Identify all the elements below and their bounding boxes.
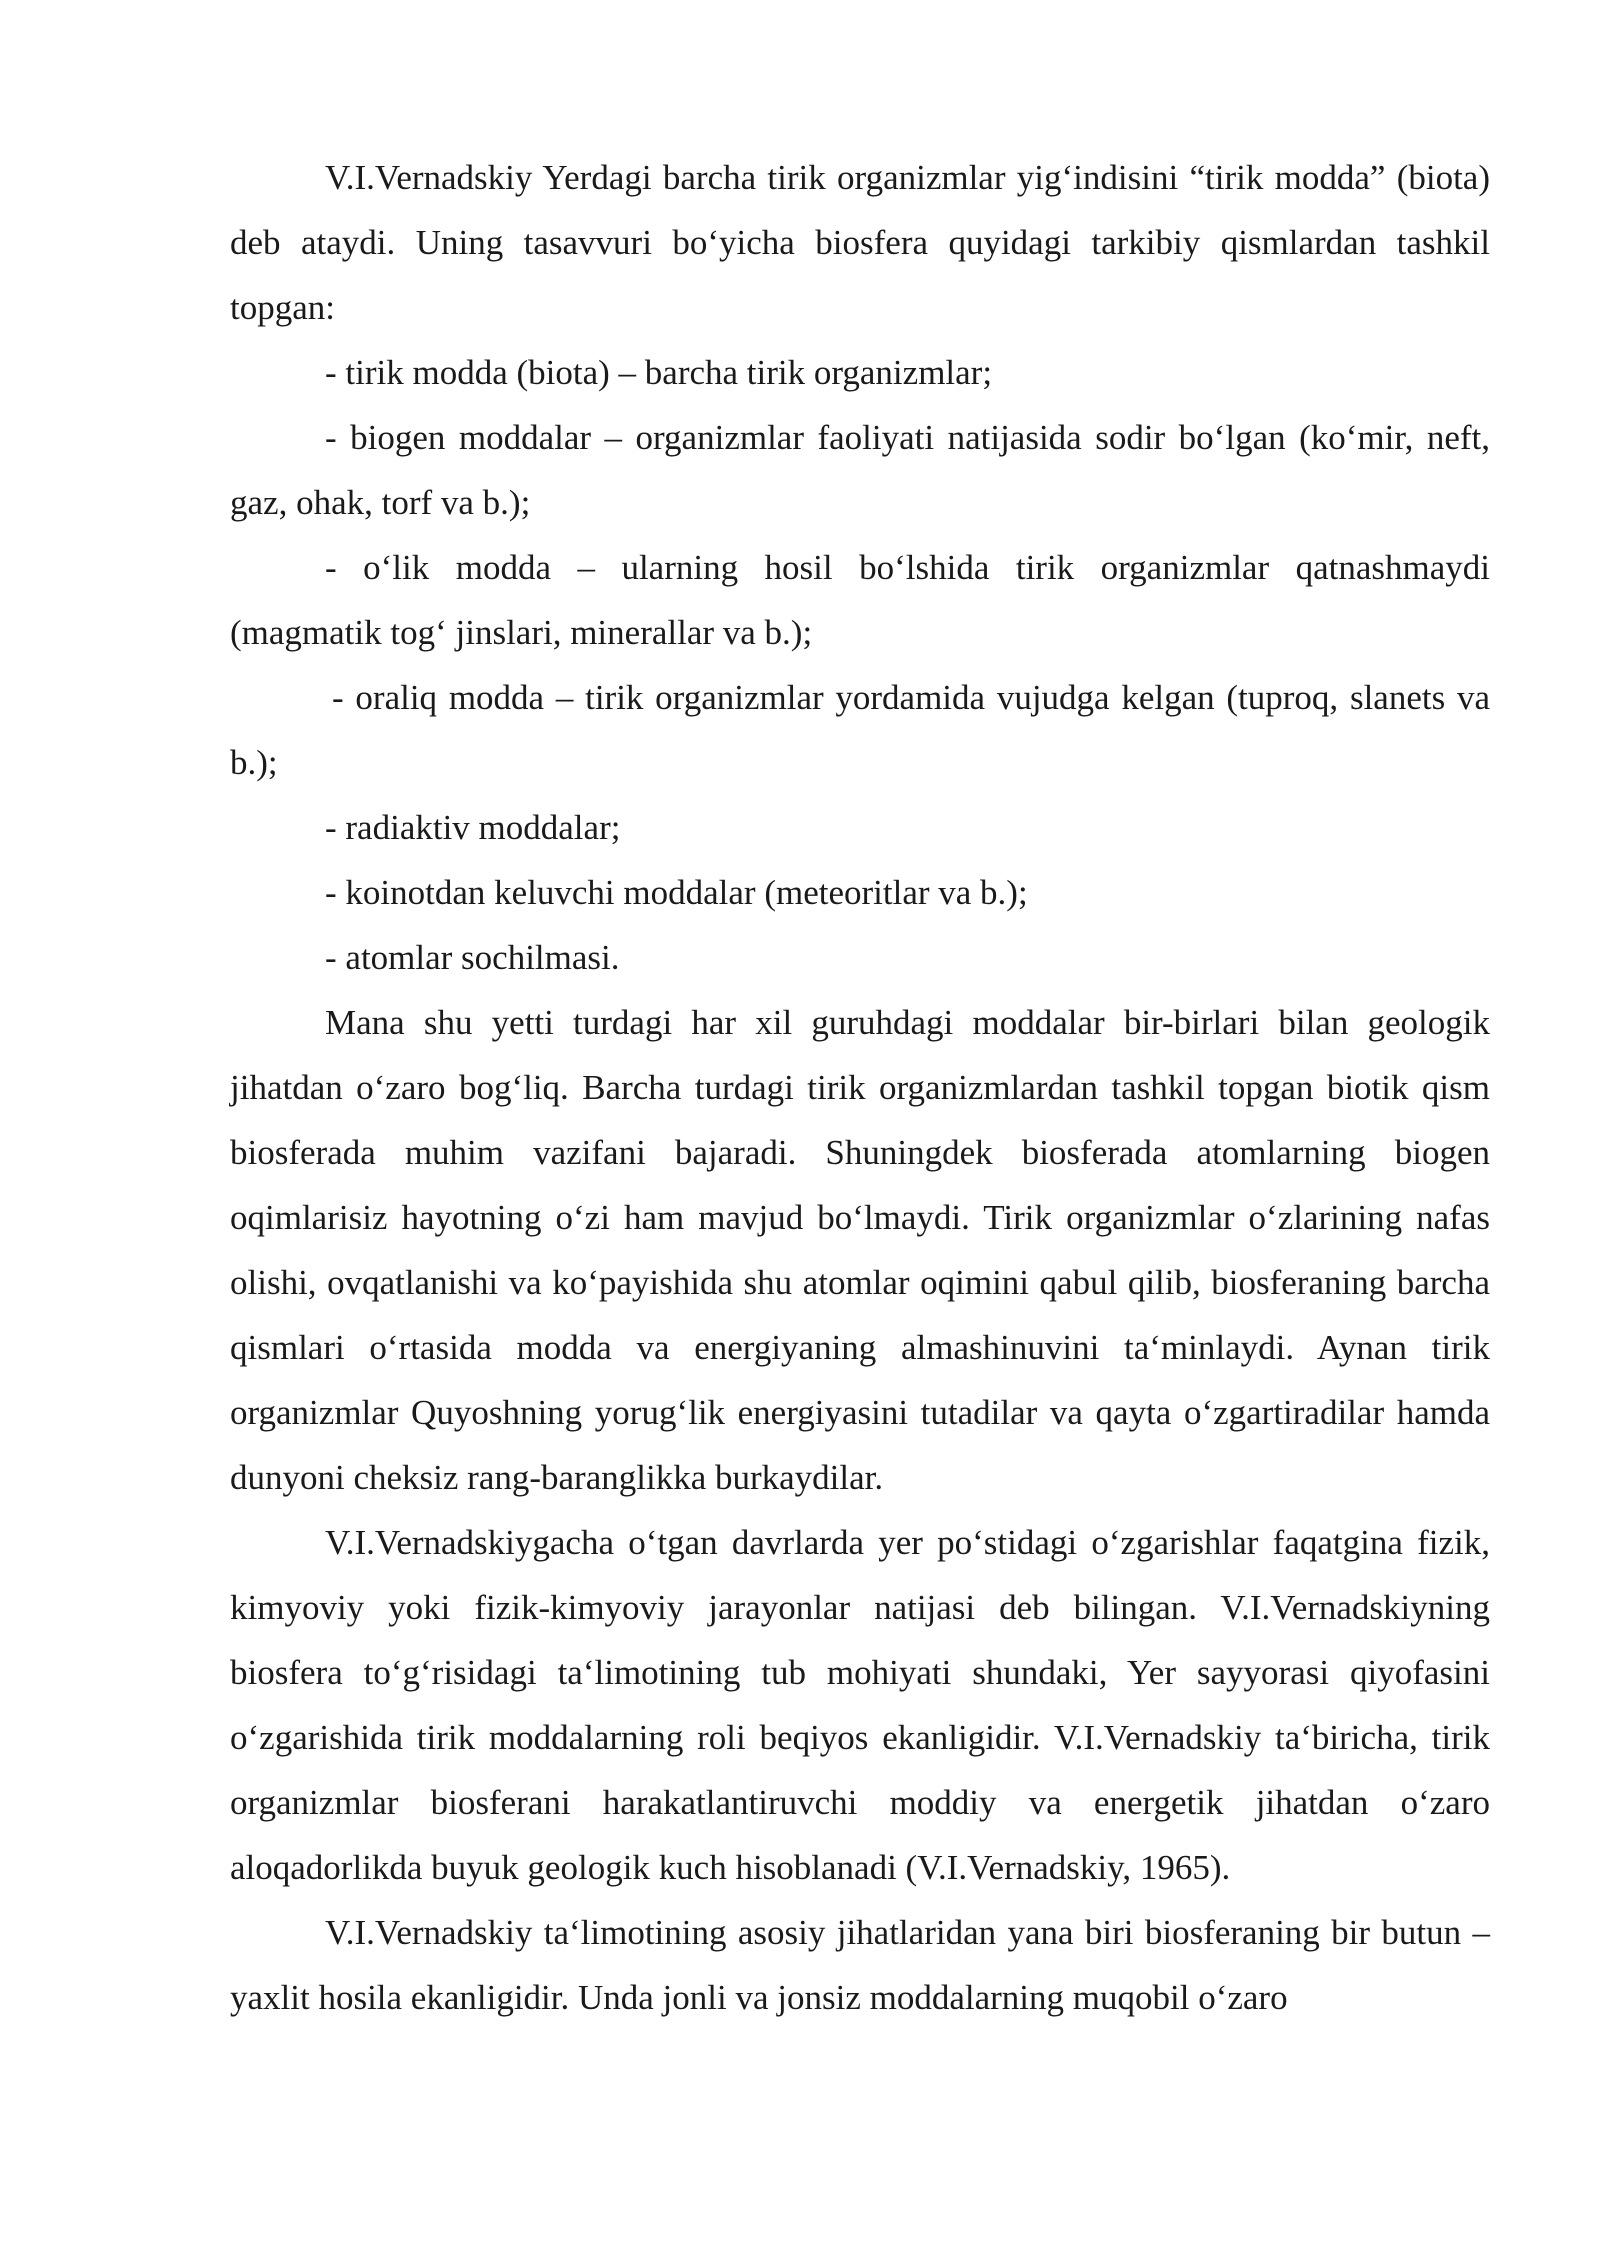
component-item-living-matter: - tirik modda (biota) – barcha tirik organizmlar; — [325, 353, 993, 392]
component-item-biogenic-matter: - biogen moddalar – organizmlar faoliyati natijasida sodir bo‘lgan (ko‘mir, neft, gaz, ohak, torf va b.); — [230, 418, 1490, 522]
component-item-cosmic-matter: - koinotdan keluvchi moddalar (meteoritlar va b.); — [325, 873, 1028, 912]
component-item-inert-matter: - o‘lik modda – ularning hosil bo‘lshida tirik organizmlar qatnashmaydi (magmatik tog‘ jinslari, minerallar va b.); — [230, 548, 1490, 652]
body-paragraph-3: V.I.Vernadskiygacha o‘tgan davrlarda yer po‘stidagi o‘zgarishlar faqatgina fizik, kimyoviy yoki fizik-kimyoviy jarayonlar natijasi deb bilingan. V.I.Vernadskiyning biosfera to‘g‘risidagi ta‘limotining tub mohiyati shundaki, Yer sayyorasi qiyofasini o‘zgarishida tirik moddalarning roli beqiyos ekanligidir. V.I.Vernadskiy ta‘biricha, tirik organizmlar biosferani harakatlantiruvchi moddiy va energetik jihatdan o‘zaro aloqadorlikda buyuk geologik kuch hisoblanadi (V.I.Vernadskiy, 1965). — [230, 1523, 1490, 1887]
intro-paragraph: V.I.Vernadskiy Yerdagi barcha tirik organizmlar yig‘indisini “tirik modda” (biota) deb ataydi. Uning tasavvuri bo‘yicha biosfera quyidagi tarkibiy qismlardan tashkil topgan: — [230, 158, 1490, 327]
component-item-bio-inert-matter: - oraliq modda – tirik organizmlar yordamida vujudga kelgan (tuproq, slanets va b.); — [230, 678, 1490, 782]
body-paragraph-4: V.I.Vernadskiy ta‘limotining asosiy jihatlaridan yana biri biosferaning bir butun – yaxlit hosila ekanligidir. Unda jonli va jonsiz moddalarning muqobil o‘zaro — [230, 1913, 1490, 2017]
component-item-radioactive-matter: - radiaktiv moddalar; — [325, 808, 621, 847]
document-page — [230, 145, 1490, 2030]
component-item-scattered-atoms: - atomlar sochilmasi. — [325, 938, 620, 977]
body-paragraph-2: Mana shu yetti turdagi har xil guruhdagi moddalar bir-birlari bilan geologik jihatdan o‘zaro bog‘liq. Barcha turdagi tirik organizmlardan tashkil topgan biotik qism biosferada muhim vazifani bajaradi. Shuningdek biosferada atomlarning biogen oqimlarisiz hayotning o‘zi ham mavjud bo‘lmaydi. Tirik organizmlar o‘zlarining nafas olishi, ovqatlanishi va ko‘payishida shu atomlar oqimini qabul qilib, biosferaning barcha qismlari o‘rtasida modda va energiyaning almashinuvini ta‘minlaydi. Aynan tirik organizmlar Quyoshning yorug‘lik energiyasini tutadilar va qayta o‘zgartiradilar hamda dunyoni cheksiz rang-baranglikka burkaydilar. — [230, 1003, 1490, 1497]
